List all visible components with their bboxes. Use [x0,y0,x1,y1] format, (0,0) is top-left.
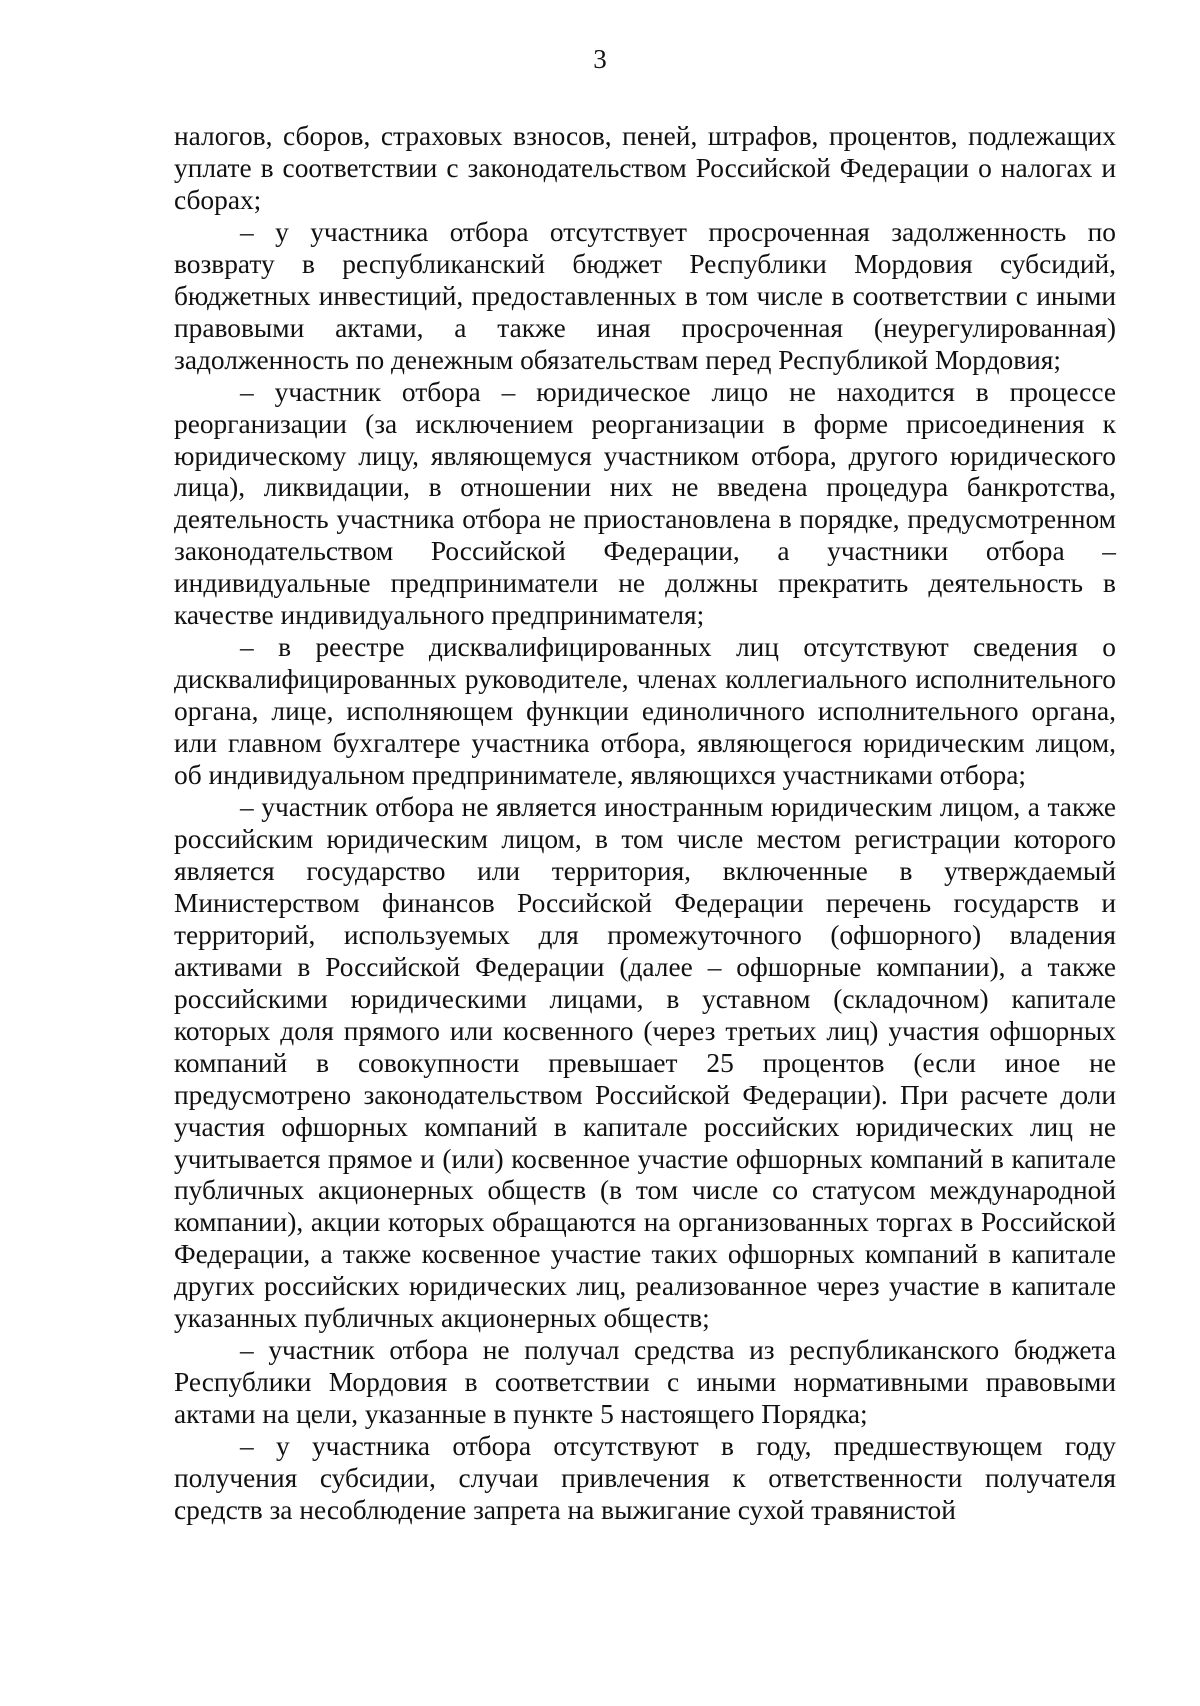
paragraph-disqualified-persons: – в реестре дисквалифицированных лиц отсутствуют сведения о дисквалифицированных руководителе, членах коллегиального исполнительного органа, лице, исполняющем функции единоличного исполнительного органа, или главном бухгалтере участника отбора, являющегося юридическим лицом, об индивидуальном предпринимателе, являющихся участниками отбора; [174,632,1116,791]
paragraph-no-other-funds: – участник отбора не получал средства из республиканского бюджета Республики Мордовия в соответствии с иными нормативными правовыми актами на цели, указанные в пункте 5 настоящего Порядка; [174,1335,1116,1430]
paragraph-no-liability-cases: – у участника отбора отсутствуют в году, предшествующем году получения субсидии, случаи привлечения к ответственности получателя средств за несоблюдение запрета на выжигание сухой травянистой [174,1431,1116,1525]
paragraph-no-reorganization: – участник отбора – юридическое лицо не находится в процессе реорганизации (за исключением реорганизации в форме присоединения к юридическому лицу, являющемуся участником отбора, другого юридического лица), ликвидации, в отношении них не введена процедура банкротства, деятельность участника отбора не приостановлена в порядке, предусмотренном законодательством Российской Федерации, а участники отбора – индивидуальные предприниматели не должны прекратить деятельность в качестве индивидуального предпринимателя; [174,376,1116,631]
paragraph-no-overdue-debt: – у участника отбора отсутствует просроченная задолженность по возврату в республиканский бюджет Республики Мордовия субсидий, бюджетных инвестиций, предоставленных в том числе в соответствии с иными правовыми актами, а также иная просроченная (неурегулированная) задолженность по денежным обязательствам перед Республикой Мордовия; [174,216,1116,375]
paragraph-offshore-companies: – участник отбора не является иностранным юридическим лицом, а также российским юридическим лицом, в том числе местом регистрации которого является государство или территория, включенные в утверждаемый Министерством финансов Российской Федерации перечень государств и территорий, используемых для промежуточного (офшорного) владения активами в Российской Федерации (далее – офшорные компании), а также российскими юридическими лицами, в уставном (складочном) капитале которых доля прямого или косвенного (через третьих лиц) участия офшорных компаний в совокупности превышает 25 процентов (если иное не предусмотрено законодательством Российской Федерации). При расчете доли участия офшорных компаний в капитале российских юридических лиц не учитывается прямое и (или) косвенное участие офшорных компаний в капитале публичных акционерных обществ (в том числе со статусом международной компании), акции которых обращаются на организованных торгах в Российской Федерации, а также косвенное участие таких офшорных компаний в капитале других российских юридических лиц, реализованное через участие в капитале указанных публичных акционерных обществ; [174,792,1116,1334]
document-body [174,121,1116,1527]
paragraph-continuation: налогов, сборов, страховых взносов, пеней, штрафов, процентов, подлежащих уплате в соответствии с законодательством Российской Федерации о налогах и сборах; [174,121,1116,215]
page-number: 3 [593,44,607,74]
